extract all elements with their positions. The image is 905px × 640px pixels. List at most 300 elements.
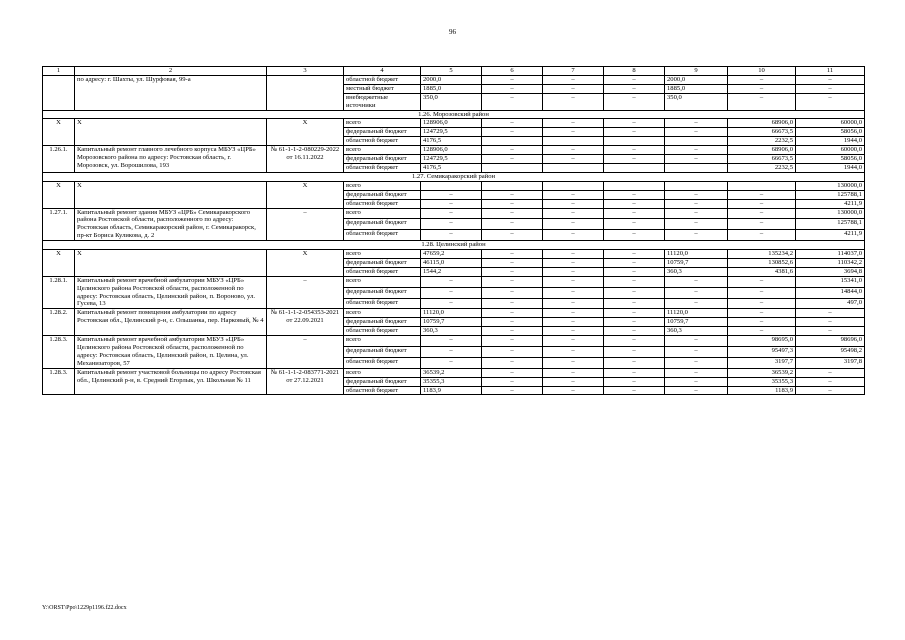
amount-col-6: –	[482, 219, 543, 230]
amount-col-10: –	[728, 199, 796, 208]
amount-col-6	[482, 181, 543, 190]
funding-source: федеральный бюджет	[344, 258, 421, 267]
amount-col-5: 47659,2	[421, 250, 482, 259]
funding-source: всего	[344, 119, 421, 128]
amount-col-8: –	[604, 128, 665, 137]
amount-col-11: –	[796, 318, 865, 327]
amount-col-9	[665, 163, 728, 172]
amount-col-7	[543, 181, 604, 190]
funding-source: местный бюджет	[344, 84, 421, 93]
amount-col-10: 3197,7	[728, 357, 796, 368]
amount-col-9	[665, 181, 728, 190]
table-row	[43, 181, 865, 190]
amount-col-6: –	[482, 190, 543, 199]
row-number: 1.28.1.	[43, 276, 75, 309]
amount-col-10: 68906,0	[728, 146, 796, 155]
amount-col-5: –	[421, 230, 482, 241]
amount-col-7: –	[543, 287, 604, 298]
funding-source: всего	[344, 309, 421, 318]
registration-number: –	[267, 208, 344, 241]
amount-col-5: 4176,5	[421, 163, 482, 172]
amount-col-11: 125788,1	[796, 219, 865, 230]
amount-col-8: –	[604, 377, 665, 386]
table-row	[43, 250, 865, 259]
table-row	[43, 309, 865, 318]
amount-col-8: –	[604, 298, 665, 309]
amount-col-10: 2232,5	[728, 137, 796, 146]
amount-col-9: –	[665, 298, 728, 309]
table-row	[43, 146, 865, 155]
amount-col-11: –	[796, 327, 865, 336]
amount-col-7: –	[543, 327, 604, 336]
amount-col-6: –	[482, 327, 543, 336]
amount-col-5: 350,0	[421, 93, 482, 110]
amount-col-9: –	[665, 199, 728, 208]
amount-col-11: 1944,0	[796, 137, 865, 146]
amount-col-5: 35355,3	[421, 377, 482, 386]
registration-number	[267, 75, 344, 110]
object-name: Капитальный ремонт участковой больницы по адресу Ростовская обл., Целинский р-н, в. Средний Егорлык, ул. Школьная № 11	[75, 368, 267, 395]
section-title: 1.28. Целинский район	[43, 241, 865, 250]
amount-col-6: –	[482, 386, 543, 395]
amount-col-5: 36539,2	[421, 368, 482, 377]
object-name: Капитальный ремонт врачебной амбулатории МБУЗ «ЦРБ» Целинского района Ростовской области, расположенной по адресу: Ростовская область, Целинский район, п. Целина, ул. Механизаторов, 57	[75, 336, 267, 369]
amount-col-11: –	[796, 309, 865, 318]
column-number-1: 1	[43, 67, 75, 76]
amount-col-10: –	[728, 327, 796, 336]
amount-col-8: –	[604, 346, 665, 357]
funding-source: областной бюджет	[344, 357, 421, 368]
amount-col-6: –	[482, 258, 543, 267]
registration-number: № 61-1-1-2-054353-2021 от 22.09.2021	[267, 309, 344, 336]
column-number-7: 7	[543, 67, 604, 76]
amount-col-8	[604, 137, 665, 146]
amount-col-6	[482, 163, 543, 172]
amount-col-10: –	[728, 276, 796, 287]
amount-col-11: 95498,2	[796, 346, 865, 357]
column-number-2: 2	[75, 67, 267, 76]
registration-number: Х	[267, 119, 344, 146]
amount-col-5: 46115,0	[421, 258, 482, 267]
amount-col-10: 4381,6	[728, 267, 796, 276]
funding-source: внебюджетные источники	[344, 93, 421, 110]
amount-col-7: –	[543, 336, 604, 347]
amount-col-11: 4211,9	[796, 199, 865, 208]
amount-col-6: –	[482, 230, 543, 241]
amount-col-6: –	[482, 287, 543, 298]
amount-col-8	[604, 181, 665, 190]
amount-col-6: –	[482, 267, 543, 276]
amount-col-5: –	[421, 336, 482, 347]
amount-col-9: –	[665, 336, 728, 347]
header-row	[43, 67, 865, 76]
amount-col-10: –	[728, 230, 796, 241]
funding-source: всего	[344, 368, 421, 377]
registration-number: № 61-1-1-2-080229-2022 от 16.11.2022	[267, 146, 344, 173]
amount-col-5: 2000,0	[421, 75, 482, 84]
table-row	[43, 336, 865, 347]
amount-col-7: –	[543, 377, 604, 386]
amount-col-10: 130852,6	[728, 258, 796, 267]
amount-col-6: –	[482, 309, 543, 318]
row-number: 1.28.2.	[43, 309, 75, 336]
column-number-3: 3	[267, 67, 344, 76]
object-name: Капитальный ремонт помещения амбулатории по адресу Ростовская обл., Целинский р-н, с. Ольшанка, пер. Нарковый, № 4	[75, 309, 267, 336]
amount-col-11: –	[796, 75, 865, 84]
amount-col-9: 10759,7	[665, 318, 728, 327]
amount-col-6: –	[482, 199, 543, 208]
amount-col-11: –	[796, 386, 865, 395]
registration-number: Х	[267, 250, 344, 277]
amount-col-8: –	[604, 219, 665, 230]
amount-col-11: 114037,0	[796, 250, 865, 259]
row-number: Х	[43, 250, 75, 277]
amount-col-6: –	[482, 368, 543, 377]
amount-col-8: –	[604, 146, 665, 155]
amount-col-9: –	[665, 287, 728, 298]
amount-col-11: 60000,0	[796, 146, 865, 155]
column-number-6: 6	[482, 67, 543, 76]
table-row	[43, 368, 865, 377]
amount-col-8: –	[604, 336, 665, 347]
amount-col-7: –	[543, 346, 604, 357]
row-number: 1.28.3.	[43, 336, 75, 369]
object-name: Х	[75, 181, 267, 208]
row-number: Х	[43, 119, 75, 146]
amount-col-8: –	[604, 199, 665, 208]
amount-col-11: 14844,0	[796, 287, 865, 298]
amount-col-10: –	[728, 190, 796, 199]
amount-col-5: –	[421, 298, 482, 309]
amount-col-9: –	[665, 377, 728, 386]
funding-source: областной бюджет	[344, 298, 421, 309]
amount-col-5: 1183,9	[421, 386, 482, 395]
amount-col-10: 36539,2	[728, 368, 796, 377]
registration-number: № 61-1-1-2-083771-2021 от 27.12.2021	[267, 368, 344, 395]
amount-col-11: 3694,8	[796, 267, 865, 276]
amount-col-5: 4176,5	[421, 137, 482, 146]
row-number: 1.28.3.	[43, 368, 75, 395]
funding-source: всего	[344, 208, 421, 219]
amount-col-9: 350,0	[665, 93, 728, 110]
amount-col-9: –	[665, 155, 728, 164]
funding-source: всего	[344, 276, 421, 287]
amount-col-10: –	[728, 84, 796, 93]
section-row	[43, 110, 865, 119]
amount-col-7: –	[543, 309, 604, 318]
amount-col-11: 60000,0	[796, 119, 865, 128]
amount-col-10: –	[728, 318, 796, 327]
amount-col-10	[728, 181, 796, 190]
amount-col-8: –	[604, 287, 665, 298]
amount-col-7: –	[543, 258, 604, 267]
amount-col-11: 125788,1	[796, 190, 865, 199]
column-number-5: 5	[421, 67, 482, 76]
amount-col-10: –	[728, 309, 796, 318]
amount-col-8: –	[604, 318, 665, 327]
amount-col-6: –	[482, 119, 543, 128]
amount-col-5: –	[421, 199, 482, 208]
amount-col-7: –	[543, 298, 604, 309]
amount-col-6: –	[482, 146, 543, 155]
amount-col-11: –	[796, 93, 865, 110]
amount-col-8: –	[604, 309, 665, 318]
amount-col-11: 58056,0	[796, 155, 865, 164]
amount-col-10: 1183,9	[728, 386, 796, 395]
amount-col-8: –	[604, 93, 665, 110]
funding-source: всего	[344, 181, 421, 190]
amount-col-5: –	[421, 219, 482, 230]
row-number: Х	[43, 181, 75, 208]
amount-col-7: –	[543, 93, 604, 110]
amount-col-11: 497,0	[796, 298, 865, 309]
amount-col-9: –	[665, 357, 728, 368]
amount-col-7: –	[543, 128, 604, 137]
amount-col-10: 98695,0	[728, 336, 796, 347]
funding-source: федеральный бюджет	[344, 219, 421, 230]
amount-col-5: 1885,0	[421, 84, 482, 93]
amount-col-7: –	[543, 318, 604, 327]
amount-col-6: –	[482, 75, 543, 84]
amount-col-9: 11120,0	[665, 250, 728, 259]
amount-col-7: –	[543, 250, 604, 259]
amount-col-6: –	[482, 276, 543, 287]
amount-col-9: –	[665, 386, 728, 395]
row-number: 1.27.1.	[43, 208, 75, 241]
funding-source: всего	[344, 336, 421, 347]
amount-col-11: –	[796, 368, 865, 377]
object-name: Капитальный ремонт главного лечебного корпуса МБУЗ «ЦРБ» Морозовского района по адресу: Ростовская область, г. Морозовск, ул. Ворошилова, 193	[75, 146, 267, 173]
amount-col-10: –	[728, 298, 796, 309]
amount-col-5: 11120,0	[421, 309, 482, 318]
amount-col-8: –	[604, 155, 665, 164]
amount-col-7	[543, 137, 604, 146]
amount-col-9: 2000,0	[665, 75, 728, 84]
amount-col-6: –	[482, 298, 543, 309]
amount-col-10: 35355,3	[728, 377, 796, 386]
amount-col-10: 66673,5	[728, 128, 796, 137]
amount-col-6: –	[482, 318, 543, 327]
amount-col-7: –	[543, 155, 604, 164]
amount-col-8: –	[604, 267, 665, 276]
column-number-11: 11	[796, 67, 865, 76]
registration-number: –	[267, 336, 344, 369]
funding-source: областной бюджет	[344, 230, 421, 241]
amount-col-11: 4211,9	[796, 230, 865, 241]
table-row	[43, 276, 865, 287]
funding-source: федеральный бюджет	[344, 128, 421, 137]
amount-col-10: 95497,3	[728, 346, 796, 357]
amount-col-10: –	[728, 93, 796, 110]
amount-col-8: –	[604, 119, 665, 128]
amount-col-9: –	[665, 368, 728, 377]
amount-col-9: 11120,0	[665, 309, 728, 318]
amount-col-9: –	[665, 146, 728, 155]
amount-col-9: 360,3	[665, 327, 728, 336]
budget-table	[42, 66, 865, 395]
amount-col-7: –	[543, 199, 604, 208]
amount-col-8: –	[604, 190, 665, 199]
amount-col-6: –	[482, 128, 543, 137]
amount-col-6: –	[482, 357, 543, 368]
funding-source: областной бюджет	[344, 199, 421, 208]
section-title: 1.26. Морозовский район	[43, 110, 865, 119]
section-title: 1.27. Семикаракорский район	[43, 172, 865, 181]
funding-source: областной бюджет	[344, 267, 421, 276]
amount-col-7: –	[543, 230, 604, 241]
column-number-10: 10	[728, 67, 796, 76]
funding-source: федеральный бюджет	[344, 287, 421, 298]
funding-source: федеральный бюджет	[344, 155, 421, 164]
amount-col-6: –	[482, 208, 543, 219]
amount-col-9: –	[665, 346, 728, 357]
amount-col-9	[665, 137, 728, 146]
amount-col-6	[482, 137, 543, 146]
amount-col-11: 130000,0	[796, 181, 865, 190]
amount-col-9: 10759,7	[665, 258, 728, 267]
amount-col-7	[543, 163, 604, 172]
amount-col-9: –	[665, 219, 728, 230]
amount-col-5: –	[421, 287, 482, 298]
amount-col-8: –	[604, 368, 665, 377]
amount-col-7: –	[543, 219, 604, 230]
funding-source: областной бюджет	[344, 75, 421, 84]
amount-col-5: 1544,2	[421, 267, 482, 276]
amount-col-9: 360,3	[665, 267, 728, 276]
funding-source: всего	[344, 250, 421, 259]
table-row	[43, 208, 865, 219]
funding-source: федеральный бюджет	[344, 346, 421, 357]
amount-col-10: 68906,0	[728, 119, 796, 128]
amount-col-5: 124729,5	[421, 155, 482, 164]
amount-col-11: 130000,0	[796, 208, 865, 219]
amount-col-9: –	[665, 190, 728, 199]
amount-col-9: –	[665, 128, 728, 137]
amount-col-11: 3197,8	[796, 357, 865, 368]
amount-col-6: –	[482, 250, 543, 259]
amount-col-8: –	[604, 276, 665, 287]
object-name: Х	[75, 250, 267, 277]
amount-col-10: 2232,5	[728, 163, 796, 172]
object-name: Капитальный ремонт врачебной амбулатории МБУЗ «ЦРБ» Целинского района Ростовской области, расположенной по адресу: Ростовская область, Целинский район, п. Вороново, ул. Гусева, 13	[75, 276, 267, 309]
amount-col-6: –	[482, 84, 543, 93]
amount-col-8	[604, 163, 665, 172]
funding-source: федеральный бюджет	[344, 318, 421, 327]
amount-col-10: –	[728, 219, 796, 230]
amount-col-7: –	[543, 386, 604, 395]
amount-col-6: –	[482, 93, 543, 110]
amount-col-8: –	[604, 230, 665, 241]
column-number-8: 8	[604, 67, 665, 76]
amount-col-8: –	[604, 208, 665, 219]
amount-col-11: 110342,2	[796, 258, 865, 267]
amount-col-7: –	[543, 190, 604, 199]
funding-source: федеральный бюджет	[344, 377, 421, 386]
amount-col-11: 15341,0	[796, 276, 865, 287]
amount-col-6: –	[482, 346, 543, 357]
funding-source: областной бюджет	[344, 327, 421, 336]
amount-col-11: –	[796, 377, 865, 386]
amount-col-6: –	[482, 336, 543, 347]
amount-col-9: 1885,0	[665, 84, 728, 93]
amount-col-9: –	[665, 119, 728, 128]
amount-col-7: –	[543, 368, 604, 377]
registration-number: Х	[267, 181, 344, 208]
amount-col-5: –	[421, 357, 482, 368]
amount-col-7: –	[543, 276, 604, 287]
amount-col-5: –	[421, 276, 482, 287]
amount-col-7: –	[543, 208, 604, 219]
table-row	[43, 119, 865, 128]
page-number: 96	[449, 28, 456, 36]
amount-col-8: –	[604, 250, 665, 259]
funding-source: областной бюджет	[344, 137, 421, 146]
amount-col-11: 1944,0	[796, 163, 865, 172]
amount-col-10: 66673,5	[728, 155, 796, 164]
amount-col-8: –	[604, 75, 665, 84]
amount-col-5: 10759,7	[421, 318, 482, 327]
amount-col-5: –	[421, 208, 482, 219]
funding-source: областной бюджет	[344, 386, 421, 395]
object-name: по адресу: г. Шахты, ул. Шурфовая, 99-а	[75, 75, 267, 110]
amount-col-10: –	[728, 208, 796, 219]
funding-source: федеральный бюджет	[344, 190, 421, 199]
amount-col-7: –	[543, 146, 604, 155]
amount-col-9: –	[665, 230, 728, 241]
amount-col-11: 58056,0	[796, 128, 865, 137]
amount-col-8: –	[604, 258, 665, 267]
amount-col-6: –	[482, 155, 543, 164]
object-name: Капитальный ремонт здания МБУЗ «ЦРБ» Семикаракорского района Ростовской области, расположенного по адресу: Ростовская область, Семикаракорский район, г. Семикаракорск, пр-кт Бориса Куликова, д. 2	[75, 208, 267, 241]
amount-col-7: –	[543, 75, 604, 84]
row-number: 1.26.1.	[43, 146, 75, 173]
amount-col-5: 128906,0	[421, 119, 482, 128]
column-number-9: 9	[665, 67, 728, 76]
amount-col-5: –	[421, 190, 482, 199]
amount-col-7: –	[543, 84, 604, 93]
amount-col-9: –	[665, 208, 728, 219]
table-row	[43, 75, 865, 84]
section-row	[43, 172, 865, 181]
amount-col-10: –	[728, 75, 796, 84]
funding-source: всего	[344, 146, 421, 155]
amount-col-11: 98696,0	[796, 336, 865, 347]
amount-col-11: –	[796, 84, 865, 93]
amount-col-10: –	[728, 287, 796, 298]
amount-col-5: –	[421, 346, 482, 357]
amount-col-8: –	[604, 327, 665, 336]
amount-col-5: 360,3	[421, 327, 482, 336]
column-number-4: 4	[344, 67, 421, 76]
amount-col-7: –	[543, 119, 604, 128]
object-name: Х	[75, 119, 267, 146]
amount-col-7: –	[543, 357, 604, 368]
row-number	[43, 75, 75, 110]
table-body	[43, 67, 865, 395]
amount-col-8: –	[604, 357, 665, 368]
funding-source: областной бюджет	[344, 163, 421, 172]
amount-col-5	[421, 181, 482, 190]
amount-col-7: –	[543, 267, 604, 276]
amount-col-8: –	[604, 84, 665, 93]
file-path: Y:\ORST\Ppo\1229p1196.f22.docx	[42, 605, 127, 611]
amount-col-8: –	[604, 386, 665, 395]
registration-number: –	[267, 276, 344, 309]
amount-col-10: 135234,2	[728, 250, 796, 259]
amount-col-6: –	[482, 377, 543, 386]
amount-col-5: 124729,5	[421, 128, 482, 137]
amount-col-9: –	[665, 276, 728, 287]
